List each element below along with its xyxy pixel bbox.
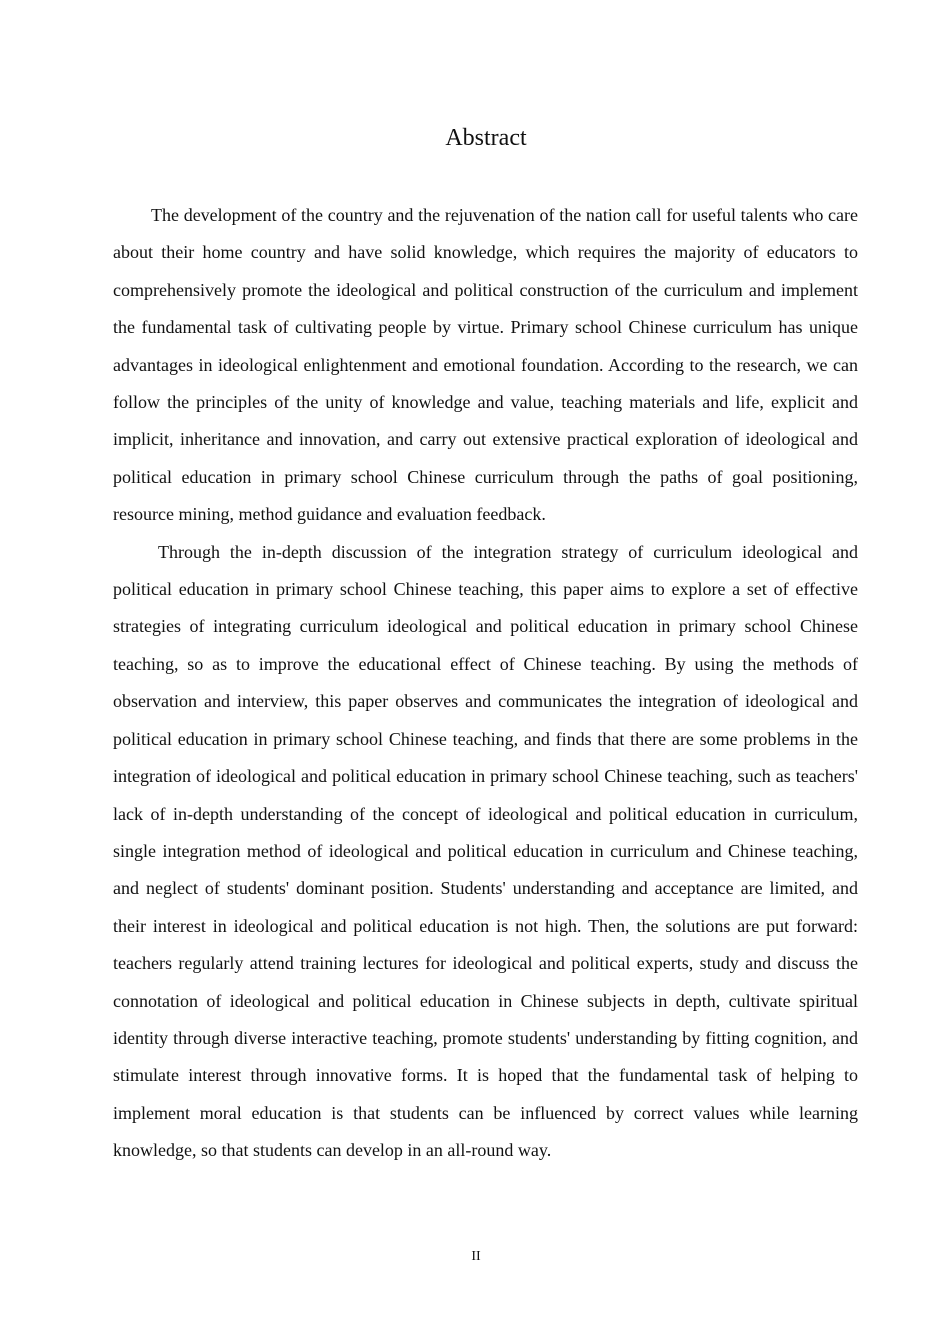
abstract-body (113, 197, 858, 1170)
page-number: II (471, 1249, 481, 1264)
abstract-paragraph-1: The development of the country and the rejuvenation of the nation call for useful talents who care about their home country and have solid knowledge, which requires the majority of educators to comprehensively promote the ideological and political construction of the curriculum and implement the fundamental task of cultivating people by virtue. Primary school Chinese curriculum has unique advantages in ideological enlightenment and emotional foundation. According to the research, we can follow the principles of the unity of knowledge and value, teaching materials and life, explicit and implicit, inheritance and innovation, and carry out extensive practical exploration of ideological and political education in primary school Chinese curriculum through the paths of goal positioning, resource mining, method guidance and evaluation feedback. (113, 205, 858, 525)
abstract-title: Abstract (445, 125, 527, 151)
abstract-paragraph-2: Through the in-depth discussion of the integration strategy of curriculum ideological and political education in primary school Chinese teaching, this paper aims to explore a set of effective strategies of integrating curriculum ideological and political education in primary school Chinese teaching, so as to improve the educational effect of Chinese teaching. By using the methods of observation and interview, this paper observes and communicates the integration of ideological and political education in primary school Chinese teaching, and finds that there are some problems in the integration of ideological and political education in primary school Chinese teaching, such as teachers' lack of in-depth understanding of the concept of ideological and political education in curriculum, single integration method of ideological and political education in curriculum and Chinese teaching, and neglect of students' dominant position. Students' understanding and acceptance are limited, and their interest in ideological and political education is not high. Then, the solutions are put forward: teachers regularly attend training lectures for ideological and political experts, study and discuss the connotation of ideological and political education in Chinese subjects in depth, cultivate spiritual identity through diverse interactive teaching, promote students' understanding by fitting cognition, and stimulate interest through innovative forms. It is hoped that the fundamental task of helping to implement moral education is that students can be influenced by correct values while learning knowledge, so that students can develop in an all-round way. (113, 541, 858, 1161)
